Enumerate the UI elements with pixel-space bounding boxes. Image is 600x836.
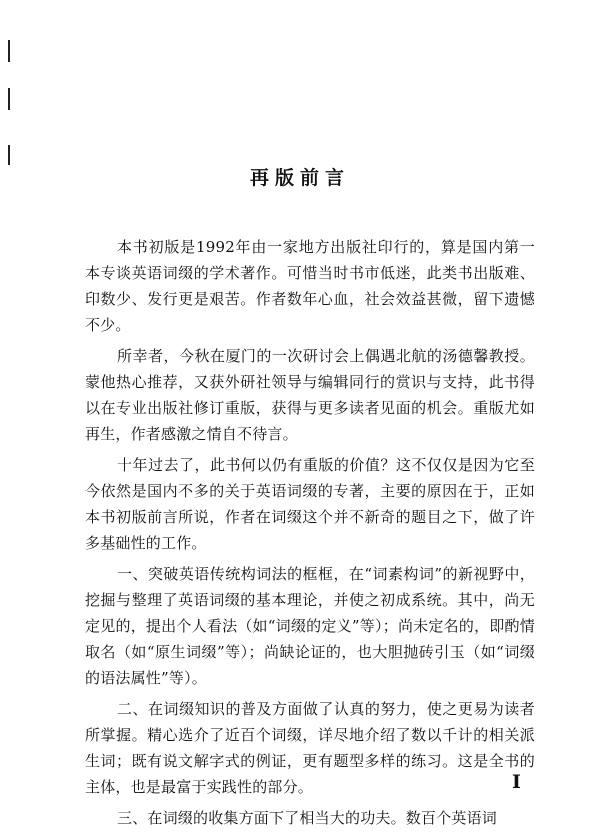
page-title: 再版前言 — [249, 166, 350, 189]
paragraph-4: 一、突破英语传统构词法的框框，在“词素构词”的新视野中，挖掘与整理了英语词缀的基本理论，并使之初成系统。其中，尚无定见的，提出个人看法（如“词缀的定义”等）；尚未定名的，即酌情取名（如“原生词缀”等）；尚缺论证的，也大胆抛砖引玉（如“词缀的语法属性”等）。 — [85, 565, 535, 687]
paragraph-3: 十年过去了，此书何以仍有重版的价值？这不仅仅是因为它至今依然是国内不多的关于英语词缀的专著，主要的原因在于，正如本书初版前言所说，作者在词缀这个并不新奇的题目之下，做了许多基础性的工作。 — [85, 456, 535, 552]
paragraph-2: 所幸者，今秋在厦门的一次研讨会上偶遇北航的汤德馨教授。蒙他热心推荐，又获外研社领导与编辑同行的赏识与支持，此书得以在专业出版社修订重版，获得与更多读者见面的机会。重版尤如再生，作者感激之情自不待言。 — [85, 347, 535, 443]
paragraph-6: 三、在词缀的收集方面下了相当大的功夫。数百个英语词 — [117, 809, 498, 827]
gutter-mark — [8, 88, 10, 110]
paragraph-5: 二、在词缀知识的普及方面做了认真的努力，使之更易为读者所掌握。精心选介了近百个词缀，详尽地介绍了数以千计的相关派生词；既有说文解字式的例证，更有题型多样的练习。这是全书的主体，也是最富于实践性的部分。 — [85, 700, 535, 796]
page-number: I — [512, 771, 521, 793]
body-text — [85, 234, 535, 836]
gutter-mark — [8, 40, 10, 62]
paragraph-1: 本书初版是1992年由一家地方出版社印行的，算是国内第一本专谈英语词缀的学术著作。可惜当时书市低迷，此类书出版难、印数少、发行更是艰苦。作者数年心血，社会效益甚微，留下遗憾不少。 — [85, 238, 535, 334]
